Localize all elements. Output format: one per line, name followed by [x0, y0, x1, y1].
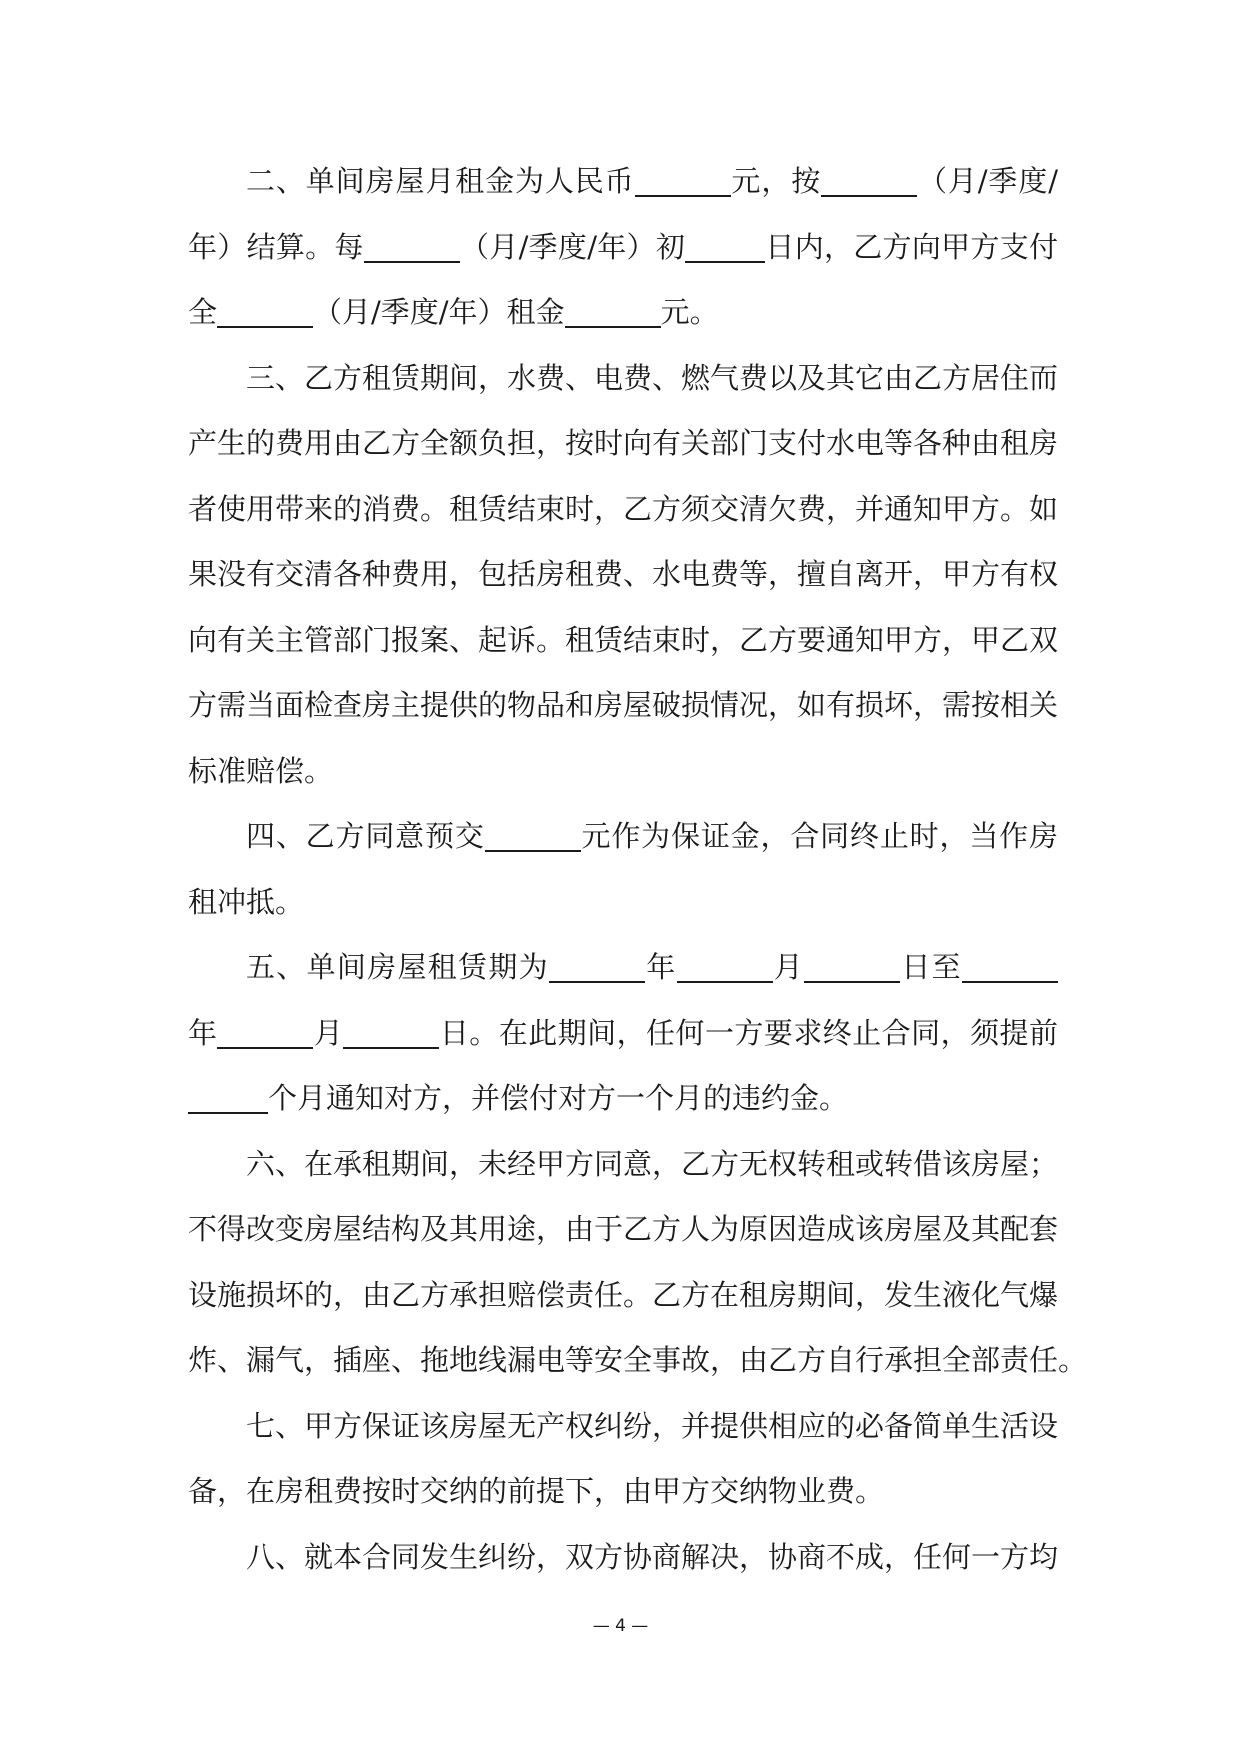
- clause-3-line-1: 三、乙方租赁期间，水费、电费、燃气费以及其它由乙方居住而: [246, 360, 1059, 395]
- clause-text: 月: [313, 1015, 344, 1050]
- fill-blank: [217, 296, 313, 328]
- fill-blank: [343, 1017, 439, 1049]
- clause-5-line-2: [188, 1007, 1058, 1073]
- clause-text: 年: [644, 950, 677, 984]
- fill-blank: [962, 951, 1058, 983]
- clause-6-line-1: 六、在承租期间，未经甲方同意，乙方无权转租或转借该房屋；: [246, 1146, 1059, 1181]
- clause-text: （月/季度/: [917, 164, 1058, 198]
- clause-text: 日。在此期间，任何一方要求终止合同，须提前: [439, 1015, 1058, 1050]
- fill-blank: [217, 1017, 313, 1049]
- clause-text: 四、乙方同意预交: [246, 819, 485, 853]
- clause-text: 年: [188, 1015, 218, 1050]
- clause-6-line-4: 炸、漏气，插座、拖地线漏电等安全事故，由乙方自行承担全部责任。: [188, 1343, 1088, 1377]
- clause-text: （月/季度/年）租金: [313, 295, 565, 329]
- page-number: — 4 —: [592, 1616, 649, 1636]
- clause-3-line-5: 向有关主管部门报案、起诉。租赁结束时，乙方要通知甲方，甲乙双: [188, 622, 1059, 657]
- fill-blank: [549, 951, 645, 983]
- clause-text: （月/季度/年）初: [459, 229, 686, 264]
- clause-text: 日内，乙方向甲方支付: [765, 229, 1058, 264]
- clause-text: 全: [188, 295, 218, 329]
- clause-5-line-1: [188, 941, 1058, 1007]
- fill-blank: [565, 296, 661, 328]
- clause-6-line-3: 设施损坏的，由乙方承担赔偿责任。乙方在租房期间，发生液化气爆: [188, 1277, 1059, 1312]
- clause-3-line-3: 者使用带来的消费。租赁结束时，乙方须交清欠费，并通知甲方。如: [188, 491, 1059, 526]
- fill-blank: [677, 951, 773, 983]
- clause-3-line-7: 标准赔偿。: [188, 753, 334, 788]
- clause-6-line-2: 不得改变房屋结构及其用途，由于乙方人为原因造成该房屋及其配套: [188, 1212, 1059, 1246]
- clause-5-line-3: [188, 1072, 1058, 1138]
- fill-blank: [364, 231, 460, 263]
- clause-text: 元作为保证金，合同终止时，当作房: [580, 819, 1058, 853]
- fill-blank: [685, 231, 765, 263]
- fill-blank: [635, 165, 731, 197]
- clause-4-line-2: 租冲抵。: [188, 884, 305, 919]
- clause-text: 二、单间房屋月租金为人民币: [246, 164, 635, 198]
- fill-blank: [821, 165, 917, 197]
- clause-3-line-6: 方需当面检查房主提供的物品和房屋破损情况，如有损坏，需按相关: [188, 688, 1059, 722]
- fill-blank: [188, 1082, 268, 1114]
- clause-text: 年）结算。每: [188, 229, 364, 264]
- clause-8-line-1: 八、就本合同发生纠纷，双方协商解决，协商不成，任何一方均: [246, 1539, 1059, 1574]
- contract-body: [188, 155, 1088, 1596]
- clause-text: 个月通知对方，并偿付对方一个月的违约金。: [268, 1081, 849, 1115]
- fill-blank: [485, 820, 581, 852]
- clause-2-line-2: [188, 221, 1058, 287]
- clause-4-line-1: [188, 810, 1058, 876]
- clause-text: 五、单间房屋租赁期为: [246, 950, 549, 984]
- clause-7-line-1: 七、甲方保证该房屋无产权纠纷，并提供相应的必备简单生活设: [246, 1408, 1059, 1443]
- clause-2-line-1: [188, 155, 1058, 221]
- clause-7-line-2: 备，在房租费按时交纳的前提下，由甲方交纳物业费。: [188, 1474, 885, 1508]
- clause-3-line-4: 果没有交清各种费用，包括房租费、水电费等，擅自离开，甲方有权: [188, 557, 1059, 591]
- clause-text: 日至: [900, 950, 962, 984]
- clause-text: 元。: [660, 295, 719, 329]
- clause-3-line-2: 产生的费用由乙方全额负担，按时向有关部门支付水电等各种由租房: [188, 426, 1059, 460]
- fill-blank: [804, 951, 900, 983]
- clause-2-line-3: [188, 286, 1058, 352]
- clause-text: 月: [772, 950, 805, 984]
- clause-text: 元，按: [730, 164, 822, 198]
